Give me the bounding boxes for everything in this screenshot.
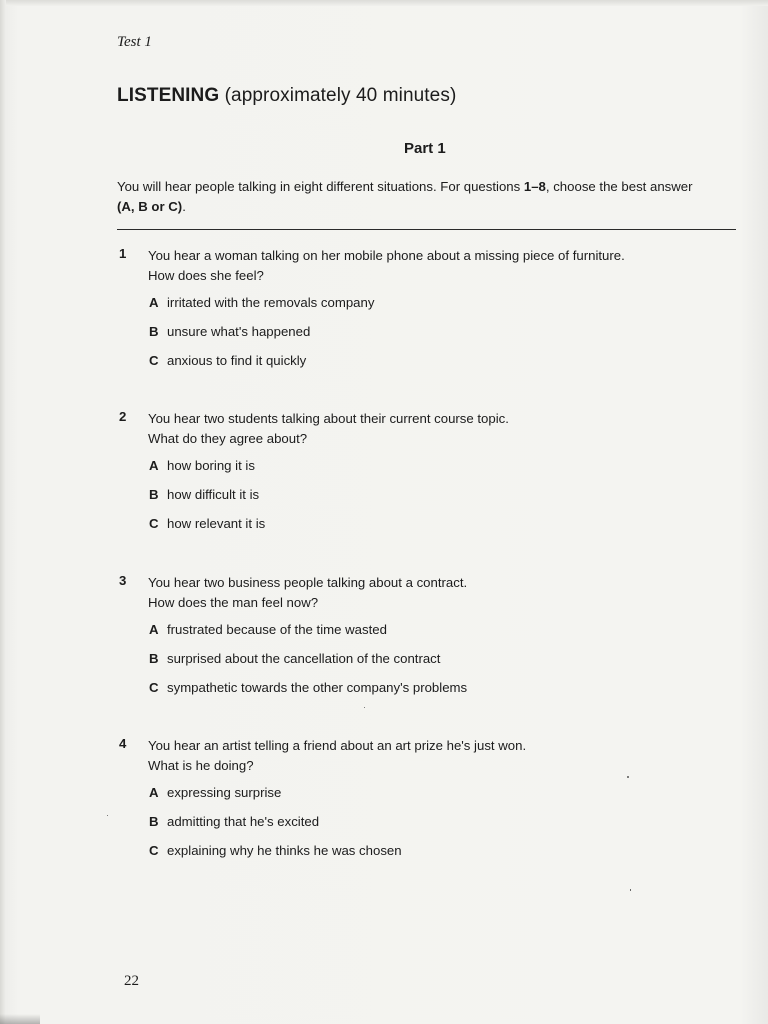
question-stem-line-1: You hear two students talking about their current course topic. (148, 411, 509, 426)
option-c[interactable] (149, 353, 306, 368)
option-text: how boring it is (167, 458, 255, 473)
scan-speck (627, 776, 629, 778)
option-c[interactable] (149, 843, 402, 858)
option-text: unsure what's happened (167, 324, 311, 339)
option-letter: A (149, 622, 159, 637)
instructions-text-before: You will hear people talking in eight different situations. For questions (117, 179, 524, 194)
running-head: Test 1 (117, 34, 152, 50)
scan-bottom-shadow (0, 1014, 40, 1024)
option-letter: A (149, 295, 159, 310)
option-letter: C (149, 353, 159, 368)
option-c[interactable] (149, 516, 265, 531)
option-a[interactable] (149, 785, 281, 800)
question-stem-line-2: What is he doing? (148, 758, 254, 773)
option-text: admitting that he's excited (167, 814, 320, 829)
option-letter: B (149, 651, 159, 666)
page-left-edge (0, 0, 6, 1024)
option-letter: B (149, 487, 159, 502)
option-letter: A (149, 458, 159, 473)
question-stem-line-2: How does she feel? (148, 268, 264, 283)
question-stem-line-1: You hear two business people talking about a contract. (148, 575, 468, 590)
section-title (117, 85, 456, 107)
question-stem (148, 246, 625, 286)
instructions (117, 177, 742, 217)
instructions-text-end: . (182, 199, 186, 214)
option-text: anxious to find it quickly (167, 353, 307, 368)
page-number: 22 (124, 973, 139, 989)
option-letter: C (149, 843, 159, 858)
option-a[interactable] (149, 295, 374, 310)
instructions-range: 1–8 (523, 179, 546, 194)
question-number: 3 (119, 573, 127, 588)
option-text: frustrated because of the time wasted (167, 622, 387, 637)
section-title-bold: LISTENING (117, 85, 220, 106)
option-b[interactable] (149, 651, 440, 666)
question-number: 4 (119, 736, 127, 751)
scan-speck (630, 889, 631, 891)
option-letter: B (149, 814, 159, 829)
question-stem (148, 736, 526, 776)
instructions-text-middle: , choose the best answer (545, 179, 693, 194)
instructions-options-hint: (A, B or C) (117, 199, 183, 214)
option-letter: B (149, 324, 159, 339)
part-title: Part 1 (404, 140, 446, 157)
option-b[interactable] (149, 324, 310, 339)
question-stem (148, 409, 509, 449)
question-stem (148, 573, 467, 613)
question-stem-line-2: What do they agree about? (148, 431, 308, 446)
divider-rule (117, 229, 736, 230)
question-number: 2 (119, 409, 127, 424)
section-title-rest: (approximately 40 minutes) (219, 85, 457, 106)
question-stem-line-1: You hear a woman talking on her mobile phone about a missing piece of furniture. (148, 248, 625, 263)
page-top-edge (0, 0, 768, 6)
option-b[interactable] (149, 487, 259, 502)
option-text: how relevant it is (167, 516, 266, 531)
option-text: sympathetic towards the other company's problems (167, 680, 468, 695)
option-a[interactable] (149, 622, 387, 637)
question-number: 1 (119, 246, 127, 261)
scan-speck (107, 815, 108, 816)
question-stem-line-1: You hear an artist telling a friend about an art prize he's just won. (148, 738, 527, 753)
option-c[interactable] (149, 680, 467, 695)
scan-speck (364, 707, 365, 708)
option-a[interactable] (149, 458, 255, 473)
option-text: expressing surprise (167, 785, 282, 800)
option-letter: A (149, 785, 159, 800)
option-b[interactable] (149, 814, 319, 829)
option-text: how difficult it is (167, 487, 260, 502)
option-letter: C (149, 516, 159, 531)
option-letter: C (149, 680, 159, 695)
option-text: surprised about the cancellation of the contract (167, 651, 441, 666)
option-text: explaining why he thinks he was chosen (167, 843, 402, 858)
question-stem-line-2: How does the man feel now? (148, 595, 319, 610)
option-text: irritated with the removals company (167, 295, 375, 310)
